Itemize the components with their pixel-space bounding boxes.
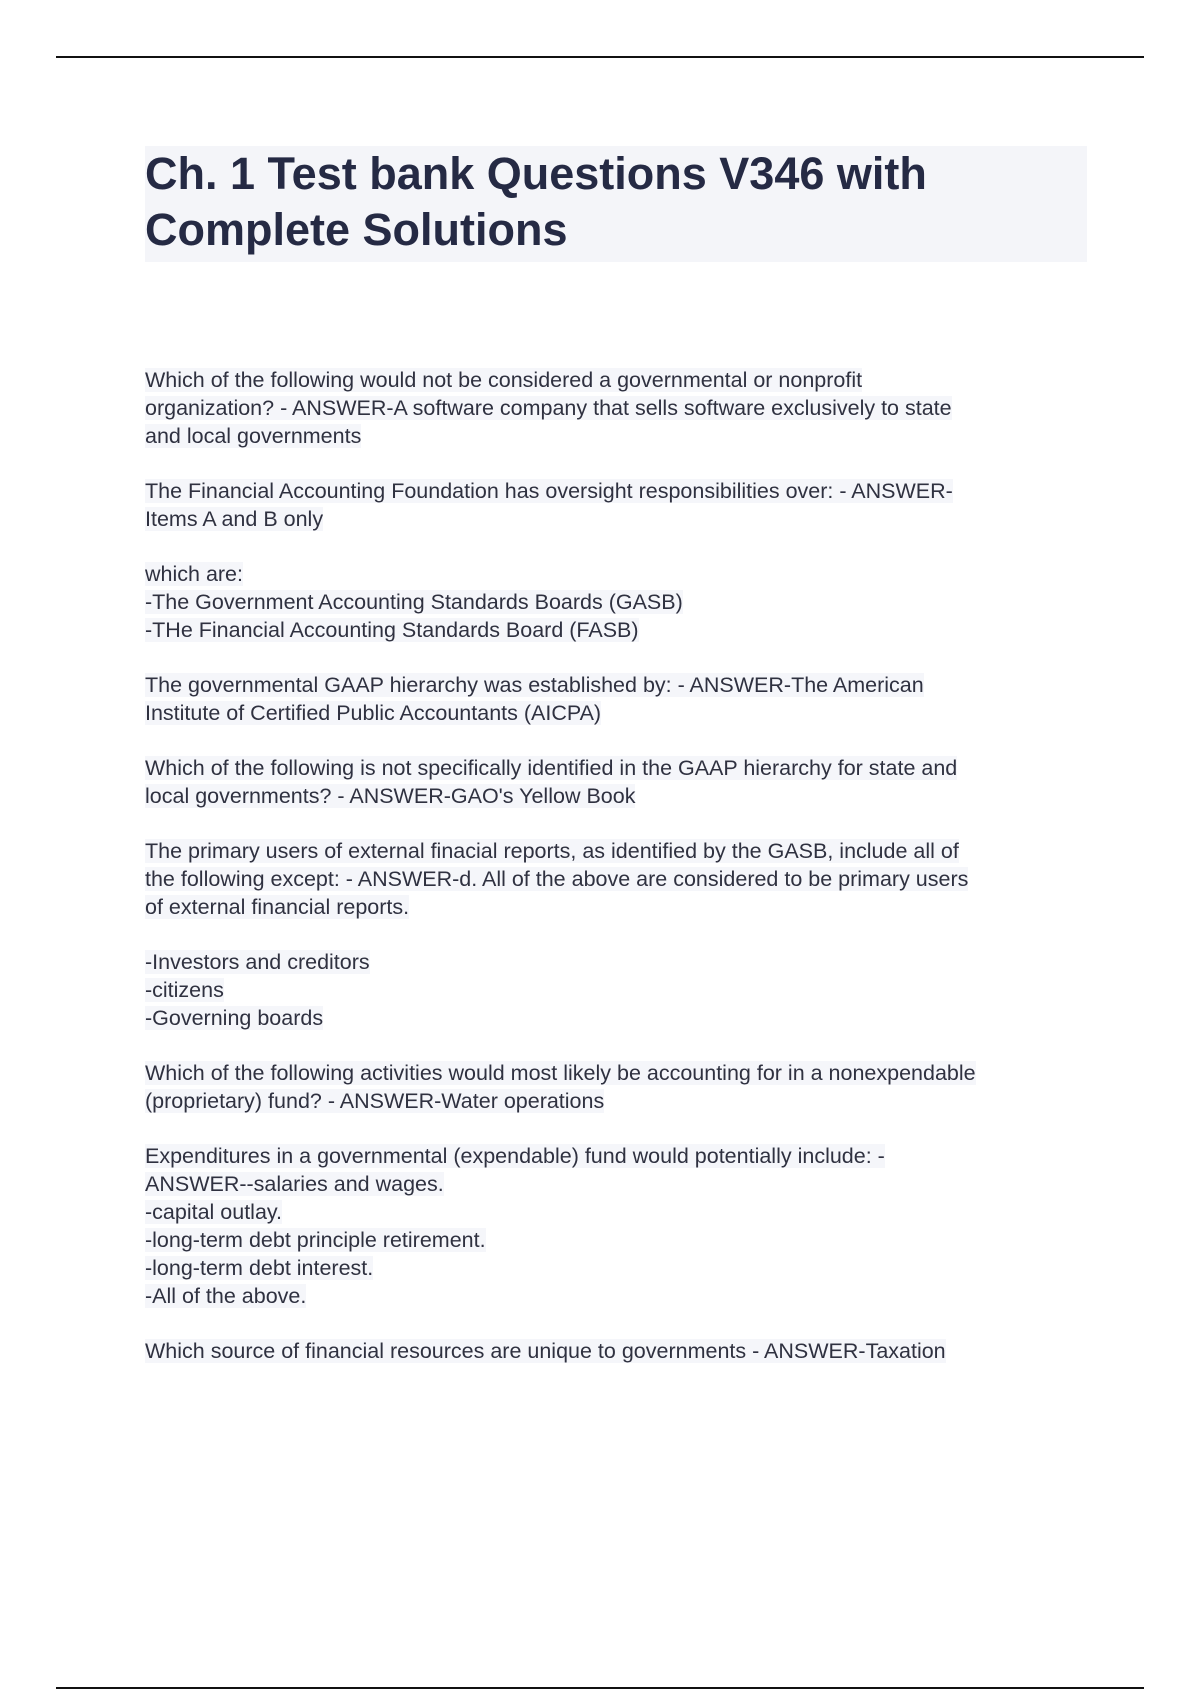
line-text: Items A and B only bbox=[145, 507, 324, 531]
line-text: -long-term debt interest. bbox=[145, 1256, 374, 1280]
paragraph-line bbox=[145, 477, 1085, 505]
line-text: Institute of Certified Public Accountants (AICPA) bbox=[145, 701, 602, 725]
line-text: Which of the following is not specifically identified in the GAAP hierarchy for state and bbox=[145, 756, 958, 780]
paragraph-line bbox=[145, 948, 1085, 976]
qa-paragraph bbox=[145, 1059, 1085, 1115]
qa-paragraph bbox=[145, 754, 1085, 810]
paragraph-line bbox=[145, 616, 1085, 644]
paragraph-line bbox=[145, 754, 1085, 782]
document-title bbox=[145, 146, 1087, 262]
qa-paragraph bbox=[145, 671, 1085, 727]
line-text: of external financial reports. bbox=[145, 895, 410, 919]
line-text: -Governing boards bbox=[145, 1006, 324, 1030]
paragraph-line bbox=[145, 422, 1085, 450]
paragraph-line bbox=[145, 394, 1085, 422]
line-text: Expenditures in a governmental (expendable) fund would potentially include: - bbox=[145, 1144, 885, 1168]
qa-paragraph bbox=[145, 1142, 1085, 1310]
paragraph-line bbox=[145, 1004, 1085, 1032]
line-text: Which source of financial resources are unique to governments - ANSWER-Taxation bbox=[145, 1339, 946, 1363]
paragraph-line bbox=[145, 588, 1085, 616]
line-text: The Financial Accounting Foundation has oversight responsibilities over: - ANSWER- bbox=[145, 479, 953, 503]
paragraph-line bbox=[145, 1282, 1085, 1310]
top-rule bbox=[56, 56, 1144, 58]
paragraph-line bbox=[145, 893, 1085, 921]
paragraph-line bbox=[145, 1226, 1085, 1254]
line-text: ANSWER--salaries and wages. bbox=[145, 1172, 444, 1196]
line-text: organization? - ANSWER-A software company that sells software exclusively to state bbox=[145, 396, 952, 420]
line-text: local governments? - ANSWER-GAO's Yellow Book bbox=[145, 784, 636, 808]
line-text: -citizens bbox=[145, 978, 224, 1002]
paragraph-line bbox=[145, 505, 1085, 533]
paragraph-line bbox=[145, 782, 1085, 810]
paragraph-line bbox=[145, 1087, 1085, 1115]
line-text: Which of the following activities would most likely be accounting for in a nonexpendable bbox=[145, 1061, 976, 1085]
line-text: -Investors and creditors bbox=[145, 950, 370, 974]
qa-paragraph bbox=[145, 366, 1085, 450]
paragraph-line bbox=[145, 1170, 1085, 1198]
line-text: -All of the above. bbox=[145, 1284, 307, 1308]
qa-paragraph bbox=[145, 837, 1085, 921]
paragraph-line bbox=[145, 1254, 1085, 1282]
document-body bbox=[145, 366, 1085, 1392]
paragraph-line bbox=[145, 1059, 1085, 1087]
title-line-1: Ch. 1 Test bank Questions V346 with bbox=[145, 148, 927, 199]
title-line-2: Complete Solutions bbox=[145, 204, 568, 255]
qa-paragraph bbox=[145, 477, 1085, 533]
paragraph-line bbox=[145, 976, 1085, 1004]
qa-paragraph bbox=[145, 1337, 1085, 1365]
qa-paragraph bbox=[145, 560, 1085, 644]
paragraph-line bbox=[145, 699, 1085, 727]
paragraph-line bbox=[145, 837, 1085, 865]
line-text: (proprietary) fund? - ANSWER-Water operations bbox=[145, 1089, 605, 1113]
line-text: -THe Financial Accounting Standards Board (FASB) bbox=[145, 618, 639, 642]
line-text: The governmental GAAP hierarchy was established by: - ANSWER-The American bbox=[145, 673, 924, 697]
line-text: the following except: - ANSWER-d. All of the above are considered to be primary users bbox=[145, 867, 969, 891]
qa-paragraph bbox=[145, 948, 1085, 1032]
line-text: -The Government Accounting Standards Boards (GASB) bbox=[145, 590, 683, 614]
line-text: The primary users of external finacial reports, as identified by the GASB, include all of bbox=[145, 839, 959, 863]
line-text: -capital outlay. bbox=[145, 1200, 283, 1224]
line-text: -long-term debt principle retirement. bbox=[145, 1228, 486, 1252]
line-text: which are: bbox=[145, 562, 243, 586]
paragraph-line bbox=[145, 366, 1085, 394]
paragraph-line bbox=[145, 1142, 1085, 1170]
line-text: Which of the following would not be considered a governmental or nonprofit bbox=[145, 368, 863, 392]
line-text: and local governments bbox=[145, 424, 362, 448]
paragraph-line bbox=[145, 560, 1085, 588]
title-block bbox=[145, 146, 1087, 262]
paragraph-line bbox=[145, 1337, 1085, 1365]
bottom-rule bbox=[56, 1687, 1144, 1689]
paragraph-line bbox=[145, 671, 1085, 699]
paragraph-line bbox=[145, 1198, 1085, 1226]
paragraph-line bbox=[145, 865, 1085, 893]
